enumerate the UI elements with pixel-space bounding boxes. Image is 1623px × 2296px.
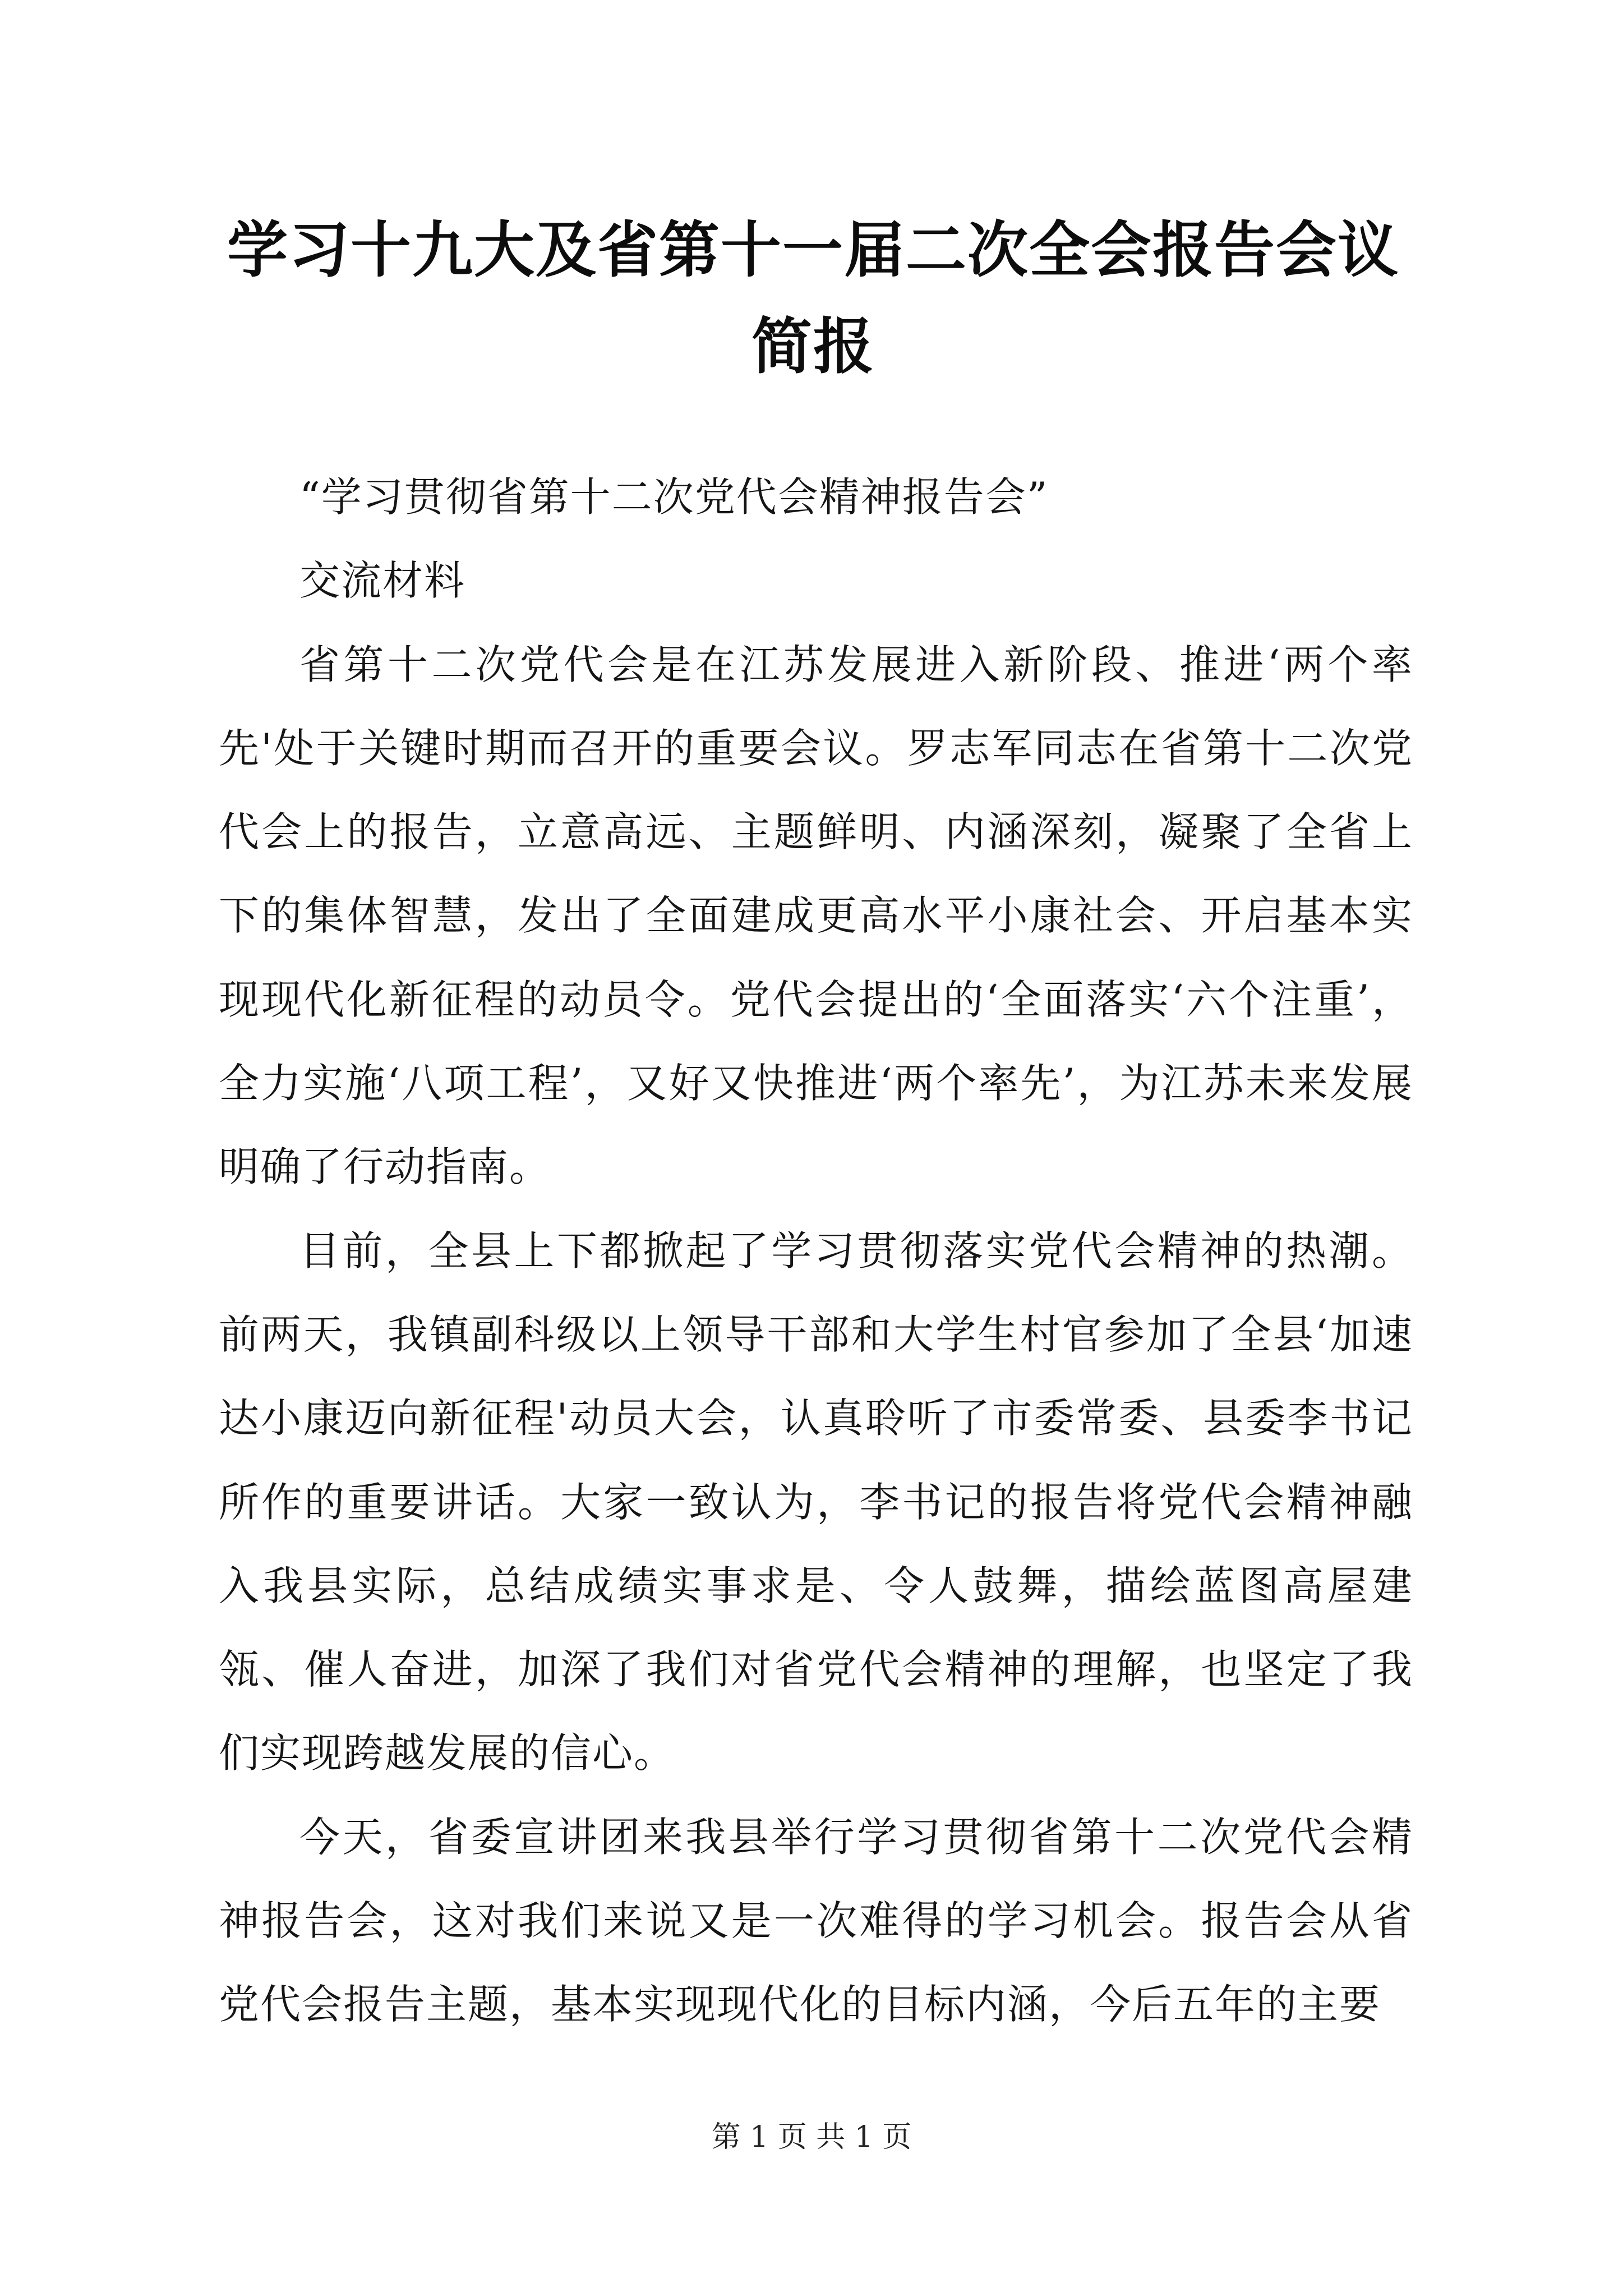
page-footer: 第 1 页 共 1 页 (711, 2120, 912, 2154)
body-paragraph-2: 目前，全县上下都掀起了学习贯彻落实党代会精神的热潮。前两天，我镇副科级以上领导干部和大学生村官参加了全县‘加速达小康迈向新征程'动员大会，认真聆听了市委常委、县委李书记所作的重要讲话。大家一致认为，李书记的报告将党代会精神融入我县实际，总结成绩实事求是、令人鼓舞，描绘蓝图高屋建瓴、催人奋进，加深了我们对省党代会精神的理解，也坚定了我们实现跨越发展的信心。 (219, 1227, 1413, 1777)
body-paragraph-3: 今天，省委宣讲团来我县举行学习贯彻省第十二次党代会精神报告会，这对我们来说又是一次难得的学习机会。报告会从省党代会报告主题，基本实现现代化的目标内涵，今后五年的主要 (219, 1813, 1413, 2028)
body-paragraph-1: 省第十二次党代会是在江苏发展进入新阶段、推进‘两个率先'处于关键时期而召开的重要会议。罗志军同志在省第十二次党代会上的报告，立意高远、主题鲜明、内涵深刻，凝聚了全省上下的集体智慧，发出了全面建成更高水平小康社会、开启基本实现现代化新征程的动员令。党代会提出的‘全面落实‘六个注重’，全力实施‘八项工程’，又好又快推进‘两个率先’，为江苏未来发展明确了行动指南。 (219, 641, 1413, 1191)
document-title: 学习十九大及省第十一届二次全会报告会议简报 (227, 215, 1399, 382)
subtitle-paragraph: “学习贯彻省第十二次党代会精神报告会” (299, 473, 1049, 521)
document-body (219, 455, 1413, 2047)
material-label-paragraph: 交流材料 (299, 557, 466, 605)
